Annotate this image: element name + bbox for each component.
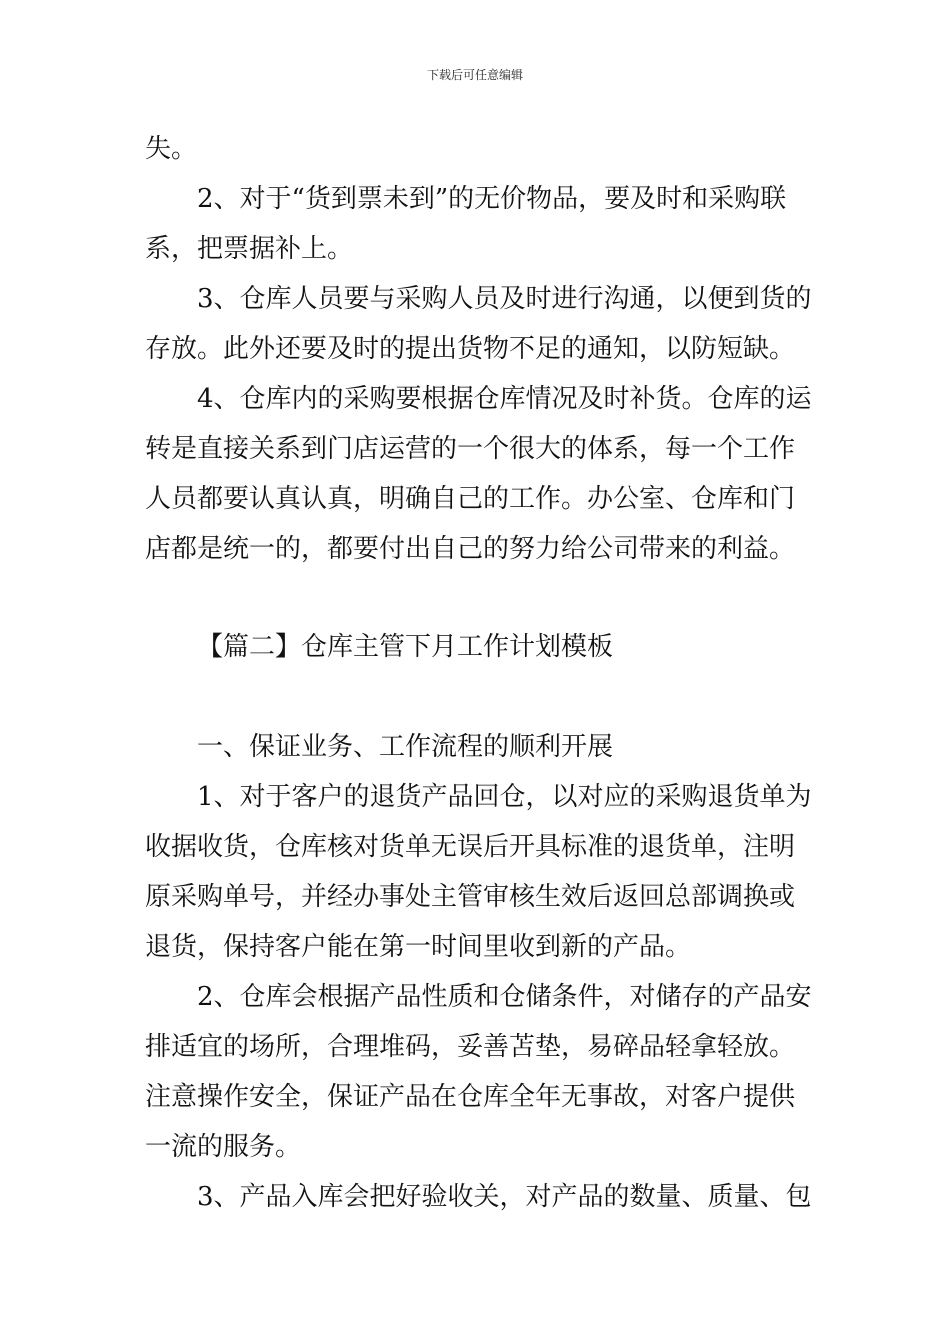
- paragraph-line: 店都是统一的，都要付出自己的努力给公司带来的利益。: [145, 534, 796, 564]
- subsection-heading: 一、保证业务、工作流程的顺利开展: [197, 732, 614, 762]
- paragraph-line: 2、仓库会根据产品性质和仓储条件，对储存的产品安: [197, 982, 812, 1012]
- paragraph-line: 系，把票据补上。: [145, 234, 354, 264]
- paragraph-line: 退货，保持客户能在第一时间里收到新的产品。: [145, 932, 692, 962]
- paragraph-line: 存放。此外还要及时的提出货物不足的通知，以防短缺。: [145, 334, 796, 364]
- paragraph-line: 1、对于客户的退货产品回仓，以对应的采购退货单为: [197, 782, 812, 812]
- paragraph-line: 失。: [145, 134, 198, 164]
- paragraph-line: 4、仓库内的采购要根据仓库情况及时补货。仓库的运: [197, 384, 812, 414]
- paragraph-line: 一流的服务。: [145, 1132, 302, 1162]
- paragraph-line: 3、仓库人员要与采购人员及时进行沟通，以便到货的: [197, 284, 812, 314]
- paragraph-line: 收据收货，仓库核对货单无误后开具标准的退货单，注明: [145, 832, 796, 862]
- section-heading: 【篇二】仓库主管下月工作计划模板: [197, 632, 614, 662]
- page-header: 下载后可任意编辑: [426, 68, 523, 82]
- paragraph-line: 排适宜的场所，合理堆码，妥善苫垫，易碎品轻拿轻放。: [145, 1032, 796, 1062]
- paragraph-line: 3、产品入库会把好验收关，对产品的数量、质量、包: [197, 1182, 812, 1212]
- paragraph-line: 注意操作安全，保证产品在仓库全年无事故，对客户提供: [145, 1082, 796, 1112]
- paragraph-line: 人员都要认真认真，明确自己的工作。办公室、仓库和门: [145, 484, 796, 514]
- paragraph-line: 2、对于“货到票未到”的无价物品，要及时和采购联: [197, 184, 787, 214]
- paragraph-line: 转是直接关系到门店运营的一个很大的体系，每一个工作: [145, 434, 796, 464]
- paragraph-line: 原采购单号，并经办事处主管审核生效后返回总部调换或: [145, 882, 796, 912]
